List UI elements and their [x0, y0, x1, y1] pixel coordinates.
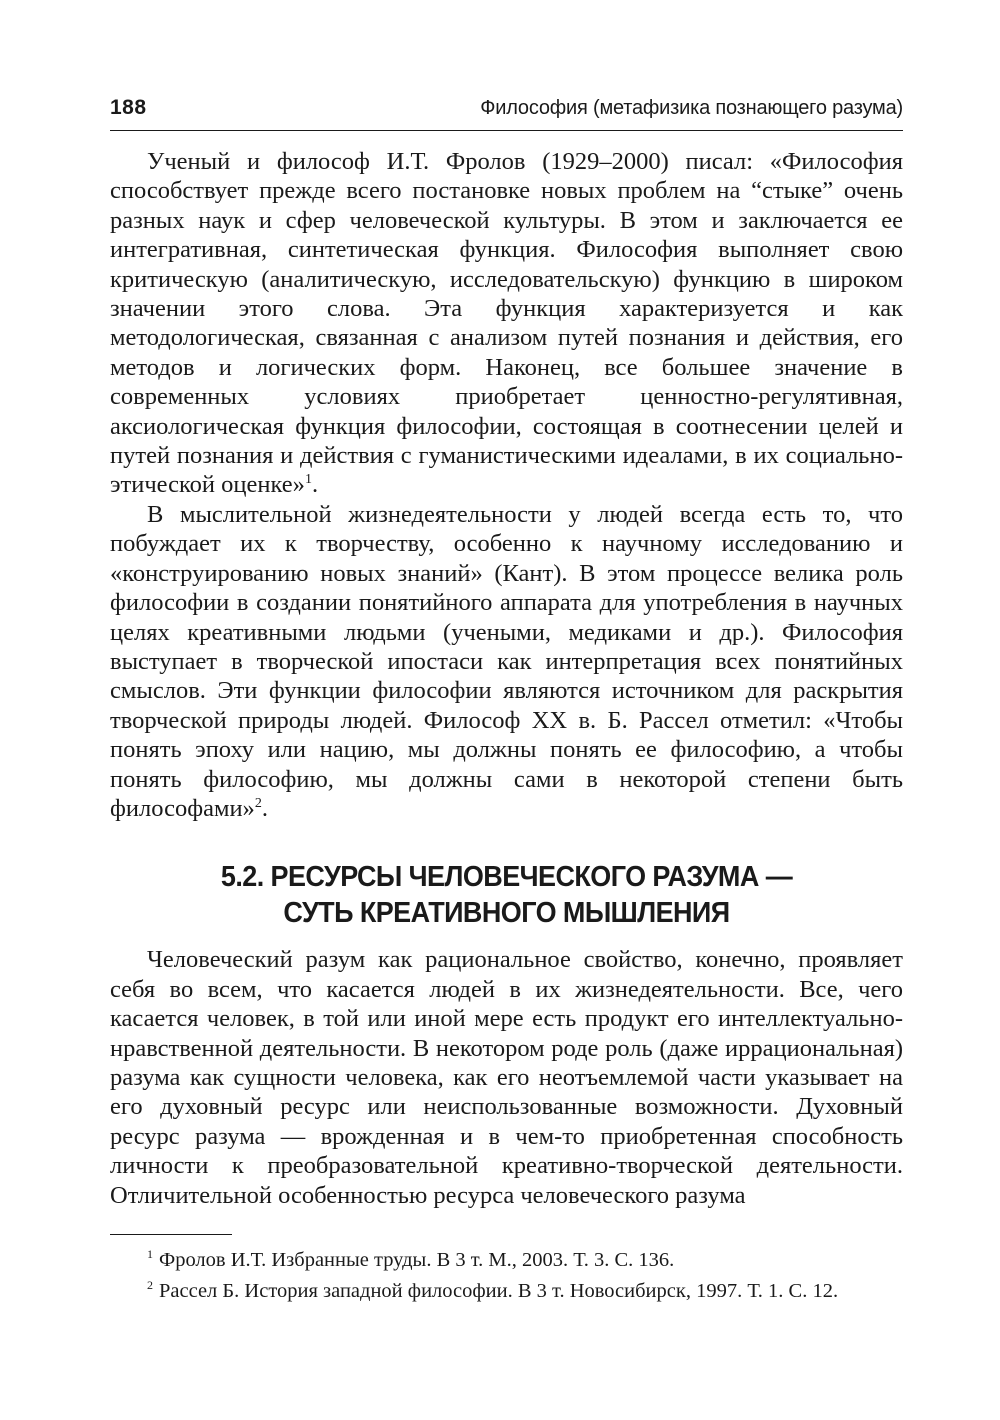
footnote [110, 1245, 903, 1276]
main-text [110, 147, 903, 823]
footnote [110, 1276, 903, 1307]
footnote-mark: 2 [147, 1278, 153, 1293]
book-page [110, 96, 903, 1307]
section-heading-line: СУТЬ КРЕАТИВНОГО МЫШЛЕНИЯ [283, 897, 730, 930]
paragraph [110, 500, 903, 823]
footnote-text: Рассел Б. История западной философии. В 3 т. Новосибирск, 1997. Т. 1. С. 12. [159, 1280, 839, 1302]
paragraph: Человеческий разум как рациональное свойство, конечно, проявляет себя во всем, что касается людей в их жизнедеятельности. Все, чего касается человек, в той или иной мере есть продукт его интеллектуально-нравственной деятельности. В некотором роде роль (даже иррациональная) разума как сущности человека, как его неотъемлемой части указывает на его духовный ресурс или неиспользованные возможности. Духовный ресурс разума — врожденная и в чем-то приобретенная способность личности к преобразовательной креативно-творческой деятельности. Отличительной особенностью ресурса человеческого разума [110, 946, 903, 1209]
page-number: 188 [110, 96, 147, 119]
paragraph-text: В мыслительной жизнедеятельности у людей всегда есть то, что побуждает их к творчеству, особенно к научному исследованию и «конструированию новых знаний» (Кант). В этом процессе велика роль философии в создании понятийного аппарата для употребления в научных целях креативными людьми (учеными, медиками и др.). Философия выступает в творческой ипостаси как интерпретация всех понятийных смыслов. Эти функции философии являются источником для раскрытия творческой природы людей. Философ XX в. Б. Рассел отметил: «Чтобы понять эпоху или нацию, мы должны понять ее философию, а чтобы понять философию, мы должны сами в некоторой степени быть философами» [110, 500, 903, 822]
footnotes [110, 1245, 903, 1307]
footnote-divider [110, 1234, 232, 1235]
running-title: Философия (метафизика познающего разума) [480, 97, 903, 119]
paragraph-tail: . [261, 794, 268, 822]
paragraph-tail: . [311, 471, 319, 499]
section-heading [138, 859, 875, 931]
footnote-text: Фролов И.Т. Избранные труды. В 3 т. М., 2003. Т. 3. С. 136. [159, 1249, 675, 1271]
section-heading-line: 5.2. РЕСУРСЫ ЧЕЛОВЕЧЕСКОГО РАЗУМА — [220, 861, 793, 894]
paragraph [110, 147, 903, 500]
footnote-ref[interactable]: 1 [304, 472, 312, 488]
running-head [110, 96, 903, 131]
paragraph-text: Ученый и философ И.Т. Фролов (1929–2000) писал: «Философия способствует прежде всего постановке новых проблем на “стыке” очень разных наук и сфер человеческой культуры. В этом и заключается ее интегративная, синтетическая функция. Философия выполняет свою критическую (аналитическую, исследовательскую) функцию в широком значении этого слова. Эта функция характеризуется и как методологическая, связанная с анализом путей познания и действия, его методов и логических форм. Наконец, все большее значение в современных условиях приобретает ценностно-регулятивная, аксиологическая функция философии, состоящая в соотнесении целей и путей познания и действия с гуманистическими идеалами, в их социально-этической оценке» [110, 148, 903, 499]
footnote-ref[interactable]: 2 [254, 795, 262, 811]
footnote-mark: 1 [147, 1247, 153, 1262]
section-text [110, 945, 903, 1210]
